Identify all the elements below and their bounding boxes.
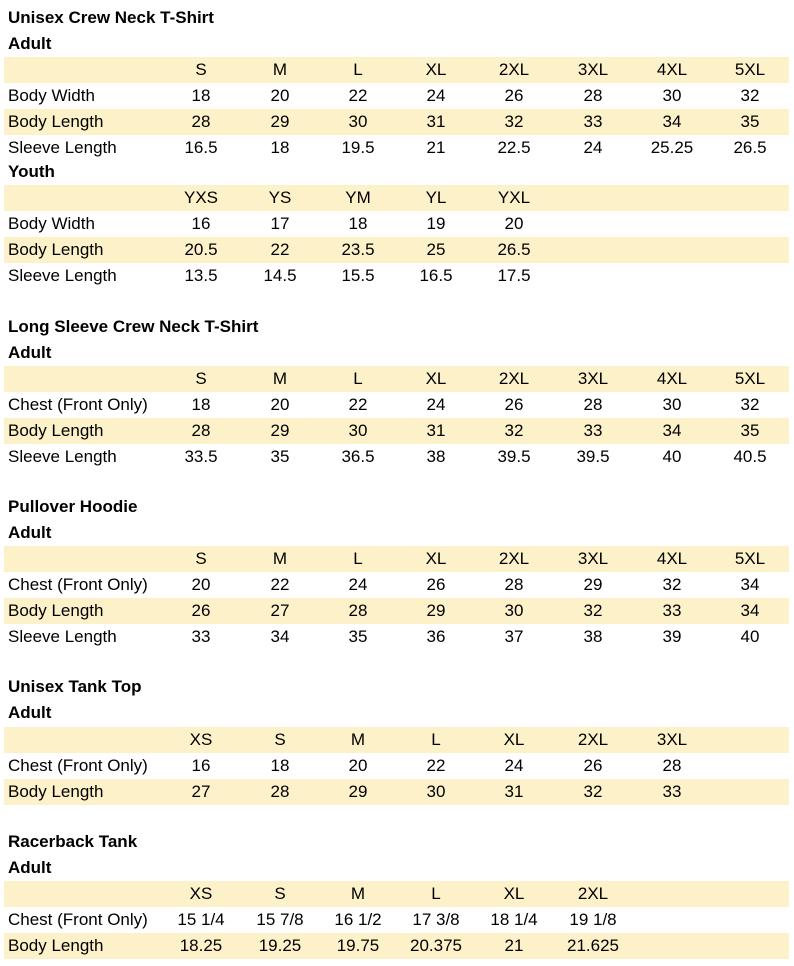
measurement-value: 21.625 — [567, 936, 619, 955]
size-header-cell: 5XL — [734, 549, 766, 568]
measurement-value: 16 — [191, 756, 211, 775]
measurement-value: 15 7/8 — [256, 910, 304, 929]
size-header-cell: XS — [189, 730, 213, 749]
size-header-cell: 2XL — [498, 549, 530, 568]
measurement-value: 27 — [191, 782, 211, 801]
measurement-value: 22 — [348, 395, 368, 414]
size-header-row — [4, 727, 789, 753]
measurement-value: 22 — [348, 86, 368, 105]
size-header-cell: 3XL — [577, 369, 609, 388]
size-header-cell: L — [353, 369, 363, 388]
measurement-value: 23.5 — [341, 240, 375, 259]
measurement-value: 32 — [583, 601, 603, 620]
measurement-label: Sleeve Length — [8, 138, 117, 157]
measurement-value: 17.5 — [497, 266, 531, 285]
measurement-value: 31 — [426, 112, 446, 131]
measurement-label: Chest (Front Only) — [8, 756, 148, 775]
size-header-cell: YXL — [497, 188, 531, 207]
size-header-row — [4, 881, 789, 907]
measurement-value: 17 — [270, 214, 290, 233]
measurement-value: 26 — [426, 575, 446, 594]
measurement-value: 18.25 — [179, 936, 223, 955]
measurement-value: 34 — [662, 421, 682, 440]
measurement-label: Sleeve Length — [8, 447, 117, 466]
group-subtitle: Adult — [8, 523, 52, 542]
measurement-value: 29 — [270, 421, 290, 440]
size-header-cell: S — [274, 884, 286, 903]
size-header-cell: M — [350, 730, 366, 749]
section-title: Pullover Hoodie — [8, 497, 138, 516]
measurement-value: 33.5 — [184, 447, 218, 466]
measurement-value: 21 — [504, 936, 524, 955]
measurement-row — [4, 237, 789, 263]
measurement-value: 37 — [504, 627, 524, 646]
measurement-row — [4, 109, 789, 135]
size-header-row — [4, 366, 789, 392]
measurement-value: 28 — [662, 756, 682, 775]
size-header-cell: XS — [189, 884, 213, 903]
size-header-cell: L — [431, 884, 441, 903]
measurement-value: 19.25 — [258, 936, 302, 955]
measurement-value: 24 — [426, 86, 446, 105]
measurement-value: 16 1/2 — [334, 910, 382, 929]
measurement-label: Body Length — [8, 601, 104, 620]
measurement-value: 24 — [583, 138, 603, 157]
measurement-value: 35 — [740, 112, 760, 131]
measurement-value: 13.5 — [184, 266, 218, 285]
measurement-value: 29 — [583, 575, 603, 594]
size-header-cell: XL — [503, 884, 525, 903]
measurement-value: 25 — [426, 240, 446, 259]
size-header-cell: XL — [425, 369, 447, 388]
measurement-label: Sleeve Length — [8, 266, 117, 285]
measurement-value: 28 — [270, 782, 290, 801]
measurement-value: 20 — [504, 214, 524, 233]
measurement-label: Sleeve Length — [8, 627, 117, 646]
measurement-row — [4, 444, 789, 470]
size-header-cell: M — [272, 369, 288, 388]
size-header-cell: 2XL — [498, 60, 530, 79]
measurement-value: 18 — [270, 756, 290, 775]
measurement-value: 22 — [270, 575, 290, 594]
measurement-value: 22 — [270, 240, 290, 259]
measurement-value: 20 — [191, 575, 211, 594]
size-header-cell: M — [272, 60, 288, 79]
measurement-value: 18 1/4 — [490, 910, 538, 929]
group-subtitle: Adult — [8, 34, 52, 53]
measurement-value: 33 — [662, 601, 682, 620]
measurement-label: Chest (Front Only) — [8, 910, 148, 929]
size-header-cell: XL — [425, 549, 447, 568]
measurement-value: 32 — [504, 112, 524, 131]
measurement-value: 18 — [191, 86, 211, 105]
measurement-label: Body Length — [8, 112, 104, 131]
measurement-value: 34 — [740, 601, 760, 620]
measurement-value: 28 — [583, 395, 603, 414]
measurement-value: 17 3/8 — [412, 910, 460, 929]
measurement-value: 39 — [662, 627, 682, 646]
measurement-value: 18 — [270, 138, 290, 157]
section-title: Long Sleeve Crew Neck T-Shirt — [8, 317, 259, 336]
measurement-row — [4, 933, 789, 959]
measurement-row — [4, 907, 789, 933]
measurement-value: 28 — [348, 601, 368, 620]
measurement-value: 28 — [191, 421, 211, 440]
measurement-row — [4, 598, 789, 624]
measurement-value: 20 — [348, 756, 368, 775]
measurement-value: 32 — [740, 86, 760, 105]
measurement-value: 29 — [426, 601, 446, 620]
measurement-value: 28 — [191, 112, 211, 131]
measurement-row — [4, 418, 789, 444]
measurement-label: Body Width — [8, 214, 95, 233]
measurement-value: 33 — [191, 627, 211, 646]
measurement-value: 24 — [504, 756, 524, 775]
size-header-cell: 3XL — [656, 730, 688, 749]
size-header-cell: 5XL — [734, 60, 766, 79]
measurement-value: 20.5 — [184, 240, 218, 259]
size-header-cell: 5XL — [734, 369, 766, 388]
size-header-cell: 3XL — [577, 549, 609, 568]
size-header-cell: M — [350, 884, 366, 903]
measurement-value: 26.5 — [733, 138, 767, 157]
measurement-value: 16.5 — [184, 138, 218, 157]
measurement-value: 19 1/8 — [569, 910, 617, 929]
measurement-value: 38 — [583, 627, 603, 646]
group-subtitle: Adult — [8, 343, 52, 362]
measurement-label: Chest (Front Only) — [8, 575, 148, 594]
measurement-label: Chest (Front Only) — [8, 395, 148, 414]
measurement-value: 40 — [740, 627, 760, 646]
size-header-cell: 2XL — [577, 730, 609, 749]
measurement-value: 24 — [426, 395, 446, 414]
measurement-value: 29 — [348, 782, 368, 801]
measurement-value: 22 — [426, 756, 446, 775]
size-header-cell: 3XL — [577, 60, 609, 79]
measurement-value: 26 — [583, 756, 603, 775]
measurement-row — [4, 779, 789, 805]
measurement-value: 34 — [662, 112, 682, 131]
size-header-cell: S — [195, 369, 207, 388]
measurement-value: 38 — [426, 447, 446, 466]
measurement-value: 20 — [270, 86, 290, 105]
section-title: Unisex Tank Top — [8, 677, 142, 696]
measurement-value: 35 — [740, 421, 760, 440]
size-header-cell: 2XL — [577, 884, 609, 903]
measurement-value: 16.5 — [419, 266, 453, 285]
size-header-cell: S — [195, 60, 207, 79]
size-header-cell: M — [272, 549, 288, 568]
measurement-value: 32 — [504, 421, 524, 440]
measurement-value: 30 — [504, 601, 524, 620]
size-header-cell: XL — [425, 60, 447, 79]
measurement-value: 18 — [348, 214, 368, 233]
measurement-label: Body Width — [8, 86, 95, 105]
size-header-row — [4, 185, 789, 211]
measurement-value: 32 — [740, 395, 760, 414]
measurement-row — [4, 624, 789, 650]
measurement-value: 24 — [348, 575, 368, 594]
size-header-cell: YXS — [183, 188, 219, 207]
measurement-value: 21 — [426, 138, 446, 157]
measurement-row — [4, 392, 789, 418]
measurement-value: 20 — [270, 395, 290, 414]
measurement-value: 36.5 — [341, 447, 375, 466]
measurement-value: 34 — [740, 575, 760, 594]
measurement-value: 34 — [270, 627, 290, 646]
size-header-cell: YS — [268, 188, 292, 207]
measurement-value: 26.5 — [497, 240, 531, 259]
measurement-value: 15.5 — [341, 266, 375, 285]
measurement-value: 26 — [504, 86, 524, 105]
size-header-cell: 2XL — [498, 369, 530, 388]
measurement-value: 28 — [504, 575, 524, 594]
measurement-value: 31 — [504, 782, 524, 801]
measurement-value: 20.375 — [410, 936, 462, 955]
measurement-row — [4, 263, 789, 289]
measurement-value: 33 — [583, 112, 603, 131]
measurement-value: 15 1/4 — [177, 910, 225, 929]
measurement-value: 32 — [583, 782, 603, 801]
measurement-row — [4, 753, 789, 779]
measurement-value: 36 — [426, 627, 446, 646]
size-header-cell: L — [431, 730, 441, 749]
size-header-cell: 4XL — [656, 549, 688, 568]
measurement-value: 35 — [270, 447, 290, 466]
measurement-value: 40 — [662, 447, 682, 466]
size-header-cell: YL — [425, 188, 447, 207]
measurement-value: 18 — [191, 395, 211, 414]
measurement-value: 26 — [191, 601, 211, 620]
measurement-value: 29 — [270, 112, 290, 131]
measurement-value: 19.75 — [336, 936, 380, 955]
size-header-cell: L — [353, 549, 363, 568]
measurement-row — [4, 135, 789, 161]
measurement-value: 19 — [426, 214, 446, 233]
measurement-label: Body Length — [8, 240, 104, 259]
measurement-value: 35 — [348, 627, 368, 646]
group-subtitle: Adult — [8, 858, 52, 877]
size-header-row — [4, 57, 789, 83]
size-header-row — [4, 546, 789, 572]
measurement-value: 40.5 — [733, 447, 767, 466]
size-header-cell: 4XL — [656, 60, 688, 79]
measurement-value: 27 — [270, 601, 290, 620]
measurement-value: 19.5 — [341, 138, 375, 157]
measurement-value: 33 — [583, 421, 603, 440]
measurement-value: 30 — [348, 421, 368, 440]
measurement-value: 31 — [426, 421, 446, 440]
measurement-value: 28 — [583, 86, 603, 105]
measurement-value: 32 — [662, 575, 682, 594]
size-header-cell: S — [274, 730, 286, 749]
measurement-row — [4, 211, 789, 237]
measurement-row — [4, 572, 789, 598]
measurement-value: 33 — [662, 782, 682, 801]
measurement-value: 30 — [662, 86, 682, 105]
measurement-value: 39.5 — [576, 447, 610, 466]
group-subtitle: Youth — [8, 162, 55, 181]
measurement-value: 30 — [662, 395, 682, 414]
size-header-cell: S — [195, 549, 207, 568]
size-header-cell: YM — [345, 188, 371, 207]
measurement-value: 39.5 — [497, 447, 531, 466]
size-header-cell: L — [353, 60, 363, 79]
measurement-label: Body Length — [8, 936, 104, 955]
section-title: Unisex Crew Neck T-Shirt — [8, 8, 214, 27]
size-header-cell: 4XL — [656, 369, 688, 388]
measurement-value: 30 — [348, 112, 368, 131]
measurement-label: Body Length — [8, 782, 104, 801]
measurement-value: 14.5 — [263, 266, 297, 285]
size-header-cell: XL — [503, 730, 525, 749]
measurement-label: Body Length — [8, 421, 104, 440]
section-title: Racerback Tank — [8, 832, 138, 851]
measurement-value: 25.25 — [650, 138, 694, 157]
measurement-row — [4, 83, 789, 109]
measurement-value: 16 — [191, 214, 211, 233]
measurement-value: 22.5 — [497, 138, 531, 157]
measurement-value: 26 — [504, 395, 524, 414]
measurement-value: 30 — [426, 782, 446, 801]
group-subtitle: Adult — [8, 703, 52, 722]
